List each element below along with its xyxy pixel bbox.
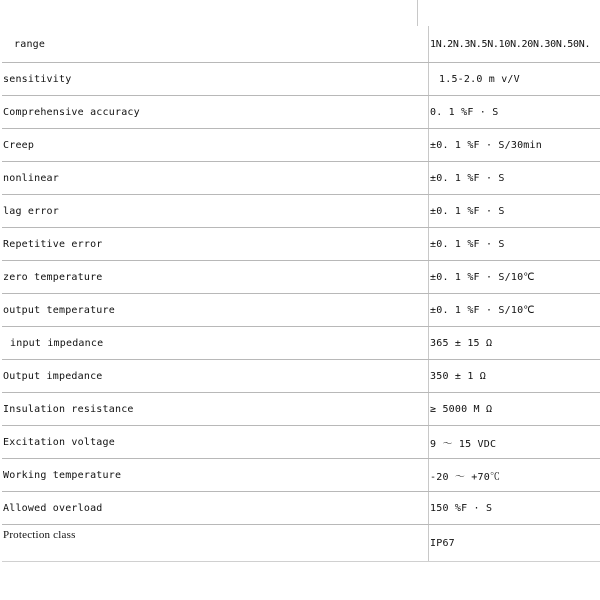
table-row [2, 459, 600, 492]
value-cell: 9 ～ 15 VDC [429, 426, 600, 459]
value-cell: 0. 1 %F · S [429, 96, 600, 129]
value-cell: ±0. 1 %F · S [429, 228, 600, 261]
table-row [2, 96, 600, 129]
parameter-cell: range [2, 26, 429, 63]
value-cell: IP67 [429, 525, 600, 562]
value-cell: 365 ± 15 Ω [429, 327, 600, 360]
value-cell: ±0. 1 %F · S [429, 195, 600, 228]
parameter-cell: Excitation voltage [2, 426, 429, 459]
table-row [2, 327, 600, 360]
table-row [2, 63, 600, 96]
value-cell: ±0. 1 %F · S/30min [429, 129, 600, 162]
table-row [2, 261, 600, 294]
spec-table [2, 26, 600, 562]
value-cell: 1N.2N.3N.5N.10N.20N.30N.50N. [429, 26, 600, 63]
parameter-cell: Working temperature [2, 459, 429, 492]
parameter-cell: zero temperature [2, 261, 429, 294]
value-cell: ±0. 1 %F · S [429, 162, 600, 195]
parameter-cell: lag error [2, 195, 429, 228]
table-row [2, 525, 600, 562]
table-row [2, 294, 600, 327]
parameter-cell: Creep [2, 129, 429, 162]
table-row [2, 162, 600, 195]
parameter-cell: nonlinear [2, 162, 429, 195]
parameter-cell: output temperature [2, 294, 429, 327]
table-row [2, 228, 600, 261]
parameter-cell: Comprehensive accuracy [2, 96, 429, 129]
table-row [2, 129, 600, 162]
value-cell: ±0. 1 %F · S/10℃ [429, 261, 600, 294]
parameter-cell: Insulation resistance [2, 393, 429, 426]
table-row [2, 492, 600, 525]
column-divider-top [417, 0, 418, 26]
table-row [2, 426, 600, 459]
value-cell: ≥ 5000 M Ω [429, 393, 600, 426]
table-row [2, 393, 600, 426]
parameter-cell: Output impedance [2, 360, 429, 393]
value-cell: 1.5-2.0 m v/V [429, 63, 600, 96]
value-cell: -20 ～ +70℃ [429, 459, 600, 492]
parameter-cell: Allowed overload [2, 492, 429, 525]
parameter-cell: Repetitive error [2, 228, 429, 261]
value-cell: 150 %F · S [429, 492, 600, 525]
parameter-cell: input impedance [2, 327, 429, 360]
value-cell: 350 ± 1 Ω [429, 360, 600, 393]
table-row [2, 26, 600, 63]
table-row [2, 360, 600, 393]
parameter-cell: Protection class [2, 525, 429, 562]
table-row [2, 195, 600, 228]
parameter-cell: sensitivity [2, 63, 429, 96]
value-cell: ±0. 1 %F · S/10℃ [429, 294, 600, 327]
